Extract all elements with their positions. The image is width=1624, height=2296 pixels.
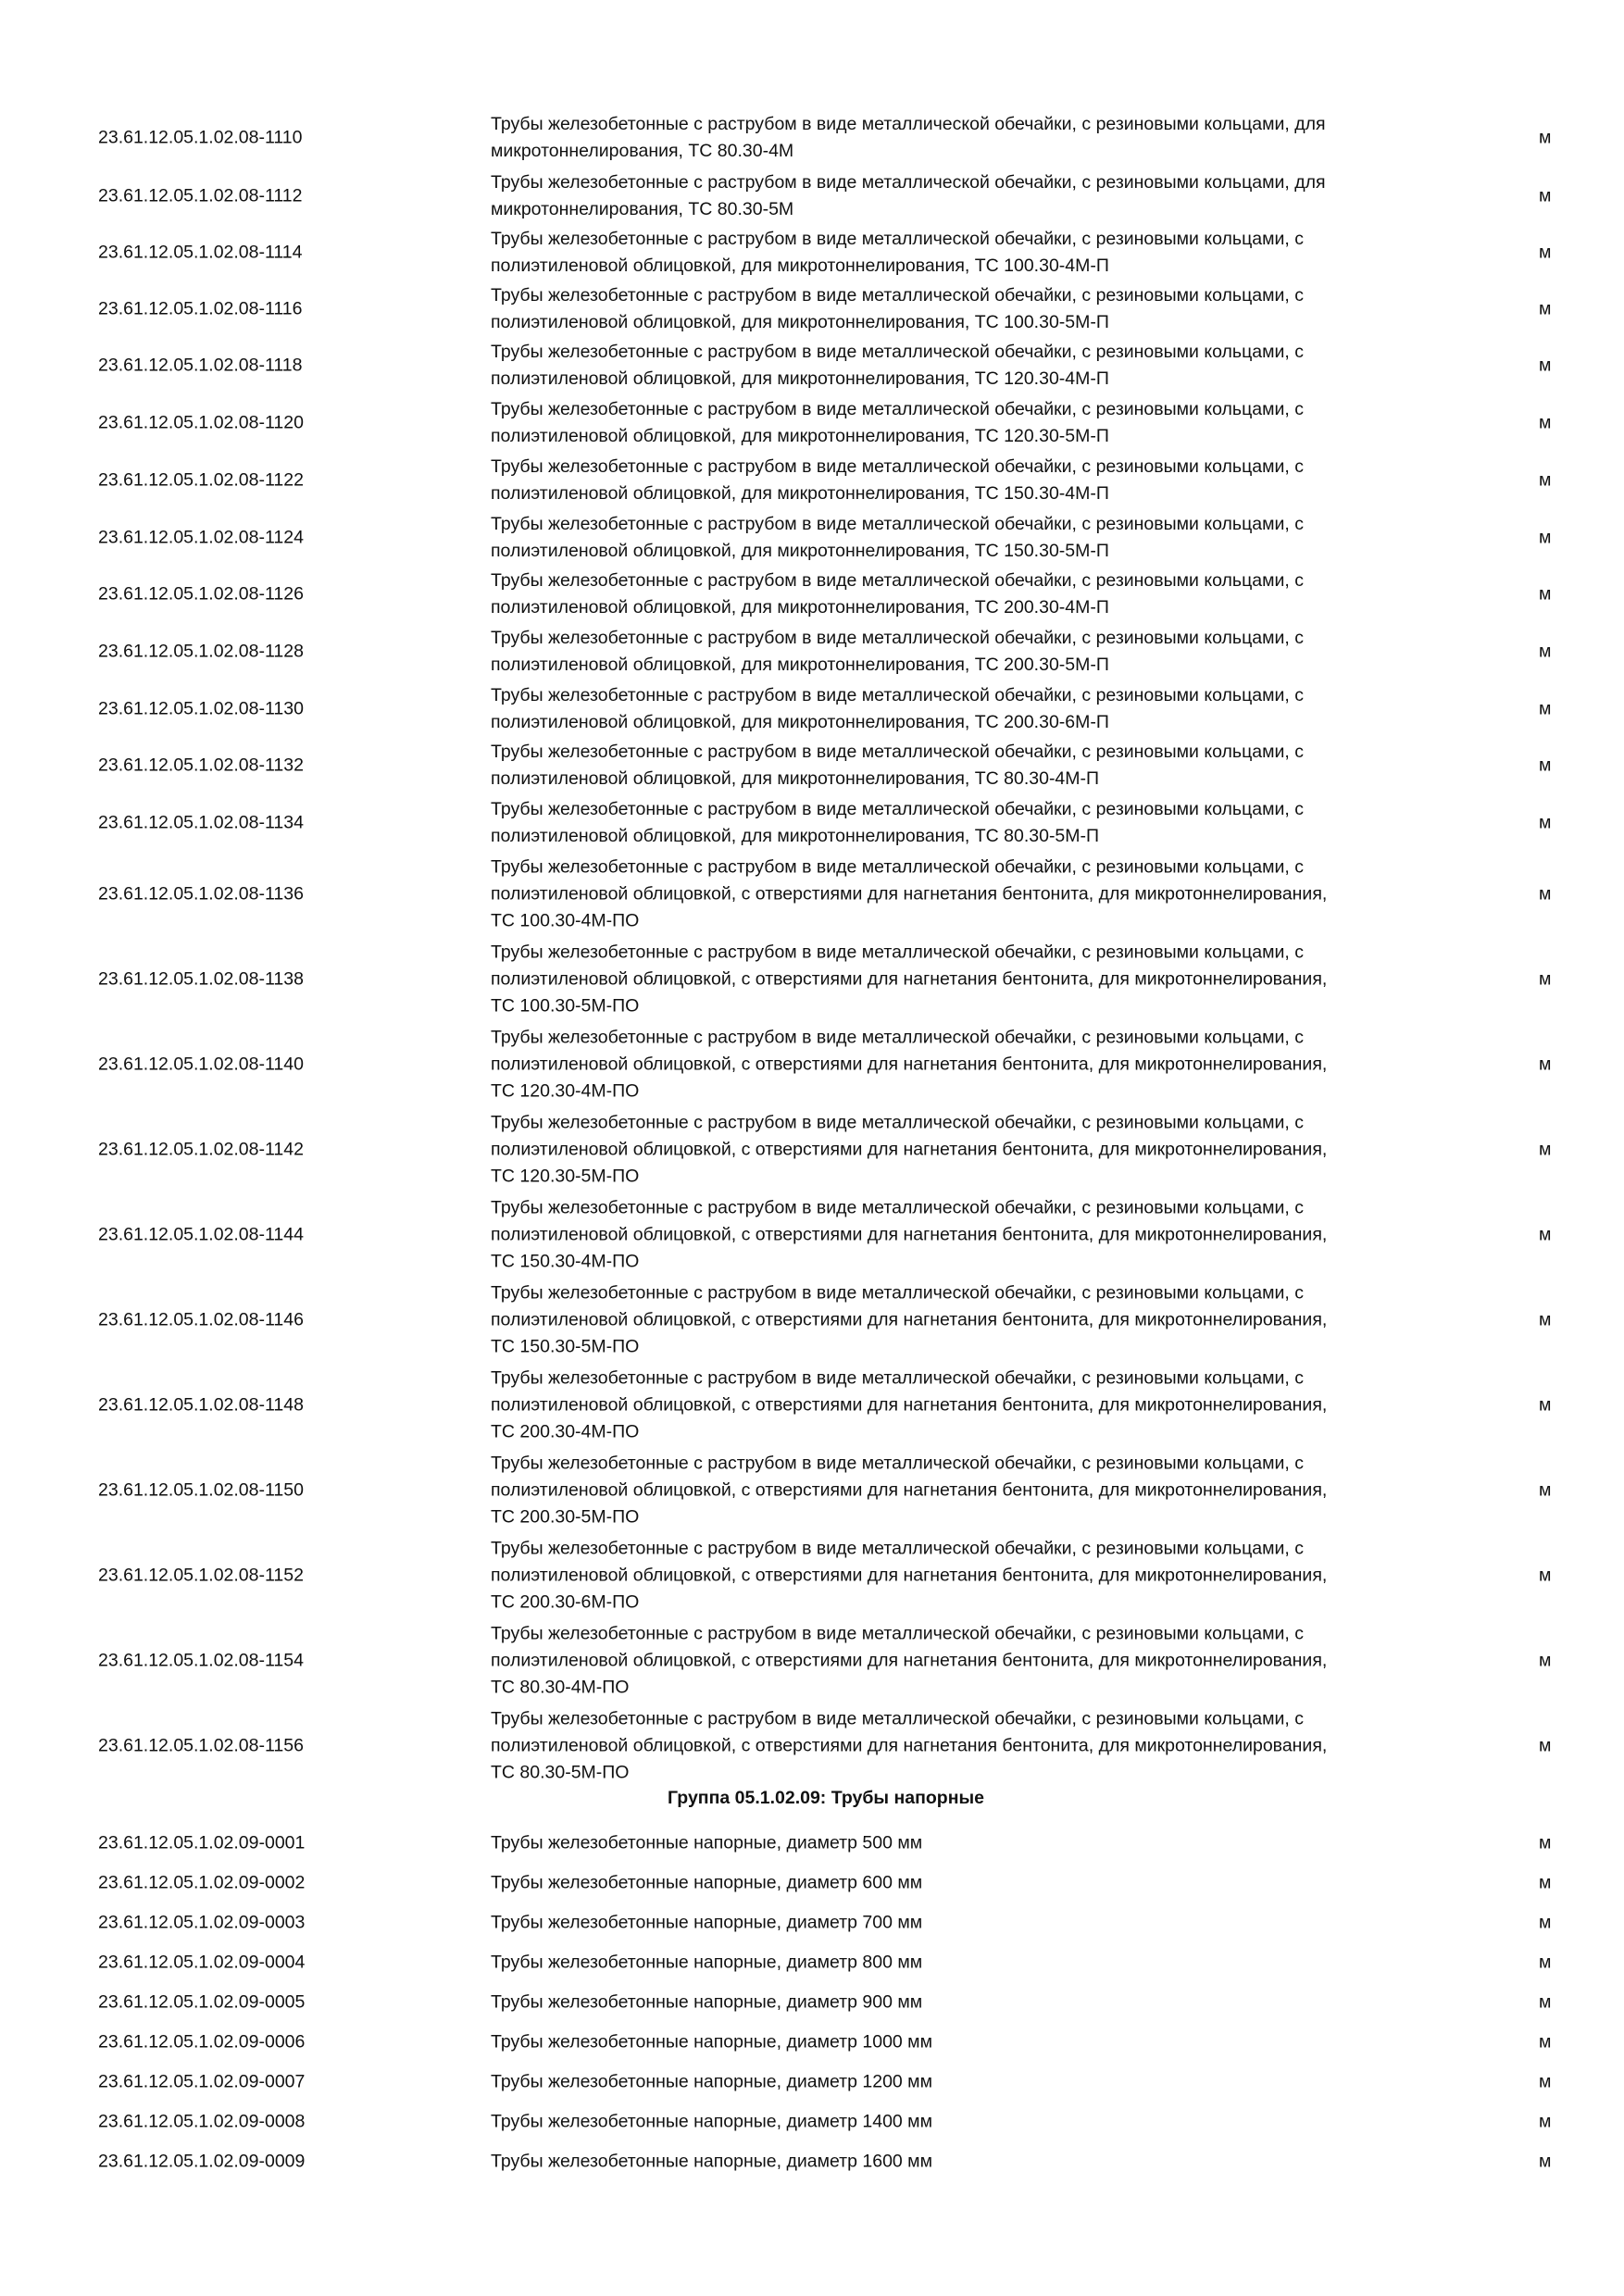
resource-code: 23.61.12.05.1.02.08-1154 (98, 1650, 304, 1671)
resource-code: 23.61.12.05.1.02.08-1130 (98, 698, 304, 719)
resource-code: 23.61.12.05.1.02.09-0005 (98, 1991, 306, 2013)
table-row (0, 1450, 1624, 1531)
resource-unit: м (1539, 1872, 1552, 1893)
resource-description: Трубы железобетонные с раструбом в виде металлической обечайки, с резиновыми кольцами, с полиэтиленовой облицовкой, с отверстиями для нагнетания бентонита, для микротоннелирования, ТС 120.30-4М-ПО (491, 1027, 1328, 1102)
table-row (0, 2103, 1624, 2140)
table-row (0, 1024, 1624, 1105)
table-row (0, 2064, 1624, 2101)
table-row (0, 796, 1624, 850)
resource-code: 23.61.12.05.1.02.08-1148 (98, 1394, 304, 1416)
table-row (0, 854, 1624, 935)
resource-code: 23.61.12.05.1.02.08-1128 (98, 641, 304, 662)
resource-description: Трубы железобетонные с раструбом в виде металлической обечайки, с резиновыми кольцами, с полиэтиленовой облицовкой, для микротоннелирования, ТС 150.30-5М-П (491, 514, 1304, 561)
resource-code: 23.61.12.05.1.02.08-1146 (98, 1309, 304, 1330)
resource-code: 23.61.12.05.1.02.09-0001 (98, 1832, 306, 1853)
resource-description: Трубы железобетонные напорные, диаметр 900 мм (491, 1991, 923, 2013)
resource-unit: м (1539, 2111, 1552, 2132)
resource-unit: м (1539, 2151, 1552, 2172)
resource-description: Трубы железобетонные с раструбом в виде металлической обечайки, с резиновыми кольцами, с полиэтиленовой облицовкой, с отверстиями для нагнетания бентонита, для микротоннелирования, ТС 200.30-6М-ПО (491, 1538, 1328, 1613)
table-row (0, 282, 1624, 336)
table-row (0, 226, 1624, 280)
resource-unit: м (1539, 412, 1552, 433)
resource-description: Трубы железобетонные с раструбом в виде металлической обечайки, с резиновыми кольцами, с полиэтиленовой облицовкой, для микротоннелирования, ТС 80.30-4М-П (491, 742, 1304, 789)
resource-code: 23.61.12.05.1.02.08-1120 (98, 412, 304, 433)
resource-description: Трубы железобетонные с раструбом в виде металлической обечайки, с резиновыми кольцами, с полиэтиленовой облицовкой, с отверстиями для нагнетания бентонита, для микротоннелирования, ТС 120.30-5М-ПО (491, 1112, 1328, 1187)
resource-unit: м (1539, 812, 1552, 833)
resource-code: 23.61.12.05.1.02.08-1134 (98, 812, 304, 833)
table-row (0, 396, 1624, 450)
resource-code: 23.61.12.05.1.02.08-1144 (98, 1224, 304, 1245)
resource-code: 23.61.12.05.1.02.08-1140 (98, 1054, 304, 1075)
table-row (0, 1194, 1624, 1276)
table-row (0, 1365, 1624, 1446)
resource-unit: м (1539, 883, 1552, 905)
table-row (0, 682, 1624, 736)
resource-code: 23.61.12.05.1.02.08-1116 (98, 298, 303, 319)
resource-code: 23.61.12.05.1.02.08-1138 (98, 968, 304, 990)
table-row (0, 339, 1624, 393)
group-header (0, 1785, 1624, 1812)
table-row (0, 1865, 1624, 1902)
resource-code: 23.61.12.05.1.02.08-1142 (98, 1139, 304, 1160)
resource-unit: м (1539, 1832, 1552, 1853)
resource-description: Трубы железобетонные с раструбом в виде металлической обечайки, с резиновыми кольцами, с полиэтиленовой облицовкой, с отверстиями для нагнетания бентонита, для микротоннелирования, ТС 200.30-5М-ПО (491, 1453, 1328, 1528)
resource-unit: м (1539, 1952, 1552, 1973)
resource-description: Трубы железобетонные с раструбом в виде металлической обечайки, с резиновыми кольцами, с полиэтиленовой облицовкой, для микротоннелирования, ТС 150.30-4М-П (491, 456, 1304, 504)
resource-code: 23.61.12.05.1.02.08-1150 (98, 1479, 304, 1501)
table-row (0, 1109, 1624, 1191)
resource-code: 23.61.12.05.1.02.08-1110 (98, 127, 303, 148)
resource-description: Трубы железобетонные с раструбом в виде металлической обечайки, с резиновыми кольцами, с полиэтиленовой облицовкой, для микротоннелирования, ТС 120.30-5М-П (491, 399, 1304, 446)
resource-description: Трубы железобетонные с раструбом в виде металлической обечайки, с резиновыми кольцами, с полиэтиленовой облицовкой, с отверстиями для нагнетания бентонита, для микротоннелирования, ТС 100.30-5М-ПО (491, 942, 1328, 1017)
table-row (0, 2143, 1624, 2180)
resource-unit: м (1539, 298, 1552, 319)
resource-code: 23.61.12.05.1.02.08-1114 (98, 242, 303, 263)
resource-description: Трубы железобетонные с раструбом в виде металлической обечайки, с резиновыми кольцами, с полиэтиленовой облицовкой, для микротоннелирования, ТС 120.30-4М-П (491, 342, 1304, 389)
table-row (0, 2024, 1624, 2061)
table-row (0, 739, 1624, 792)
resource-unit: м (1539, 1912, 1552, 1933)
table-row (0, 1279, 1624, 1361)
resource-code: 23.61.12.05.1.02.09-0003 (98, 1912, 306, 1933)
resource-unit: м (1539, 755, 1552, 776)
resource-code: 23.61.12.05.1.02.09-0008 (98, 2111, 306, 2132)
resource-unit: м (1539, 1394, 1552, 1416)
resource-unit: м (1539, 1735, 1552, 1756)
resource-code: 23.61.12.05.1.02.09-0002 (98, 1872, 306, 1893)
resource-unit: м (1539, 1139, 1552, 1160)
resource-description: Трубы железобетонные напорные, диаметр 1400 мм (491, 2111, 932, 2132)
resource-description: Трубы железобетонные с раструбом в виде металлической обечайки, с резиновыми кольцами, с полиэтиленовой облицовкой, для микротоннелирования, ТС 200.30-5М-П (491, 628, 1304, 675)
resource-description: Трубы железобетонные с раструбом в виде металлической обечайки, с резиновыми кольцами, с полиэтиленовой облицовкой, для микротоннелирования, ТС 80.30-5М-П (491, 799, 1304, 846)
resource-code: 23.61.12.05.1.02.09-0004 (98, 1952, 306, 1973)
resource-code: 23.61.12.05.1.02.08-1136 (98, 883, 304, 905)
resource-unit: м (1539, 698, 1552, 719)
resource-code: 23.61.12.05.1.02.08-1152 (98, 1565, 304, 1586)
resource-unit: м (1539, 355, 1552, 376)
resource-description: Трубы железобетонные напорные, диаметр 1600 мм (491, 2151, 932, 2172)
resource-description: Трубы железобетонные напорные, диаметр 1000 мм (491, 2031, 932, 2053)
resource-unit: м (1539, 1309, 1552, 1330)
table-row (0, 169, 1624, 223)
resource-unit: м (1539, 242, 1552, 263)
resource-description: Трубы железобетонные с раструбом в виде металлической обечайки, с резиновыми кольцами, с полиэтиленовой облицовкой, с отверстиями для нагнетания бентонита, для микротоннелирования, ТС 100.30-4М-ПО (491, 856, 1328, 931)
resource-unit: м (1539, 583, 1552, 605)
resource-unit: м (1539, 1565, 1552, 1586)
resource-unit: м (1539, 1054, 1552, 1075)
table-row (0, 454, 1624, 507)
resource-description: Трубы железобетонные с раструбом в виде металлической обечайки, с резиновыми кольцами, для микротоннелирования, ТС 80.30-4М (491, 114, 1326, 161)
resource-unit: м (1539, 1479, 1552, 1501)
resource-description: Трубы железобетонные с раструбом в виде металлической обечайки, с резиновыми кольцами, с полиэтиленовой облицовкой, с отверстиями для нагнетания бентонита, для микротоннелирования, ТС 200.30-4М-ПО (491, 1367, 1328, 1442)
resource-description: Трубы железобетонные с раструбом в виде металлической обечайки, с резиновыми кольцами, с полиэтиленовой облицовкой, для микротоннелирования, ТС 100.30-4М-П (491, 229, 1304, 276)
table-row (0, 1705, 1624, 1787)
resource-description: Трубы железобетонные напорные, диаметр 700 мм (491, 1912, 923, 1933)
table-row (0, 1535, 1624, 1616)
resource-description: Трубы железобетонные с раструбом в виде металлической обечайки, с резиновыми кольцами, с полиэтиленовой облицовкой, с отверстиями для нагнетания бентонита, для микротоннелирования, ТС 80.30-4М-ПО (491, 1623, 1328, 1698)
resource-unit: м (1539, 1991, 1552, 2013)
table-row (0, 1984, 1624, 2021)
resource-code: 23.61.12.05.1.02.08-1126 (98, 583, 304, 605)
table-row (0, 1944, 1624, 1981)
resource-description: Трубы железобетонные с раструбом в виде металлической обечайки, с резиновыми кольцами, с полиэтиленовой облицовкой, с отверстиями для нагнетания бентонита, для микротоннелирования, ТС 150.30-4М-ПО (491, 1197, 1328, 1272)
resource-code: 23.61.12.05.1.02.08-1124 (98, 527, 304, 548)
resource-unit: м (1539, 2071, 1552, 2092)
table-row (0, 939, 1624, 1020)
table-row (0, 568, 1624, 621)
resource-description: Трубы железобетонные с раструбом в виде металлической обечайки, с резиновыми кольцами, с полиэтиленовой облицовкой, для микротоннелирования, ТС 200.30-6М-П (491, 685, 1304, 732)
resource-code: 23.61.12.05.1.02.08-1122 (98, 469, 304, 491)
resource-unit: м (1539, 469, 1552, 491)
resource-unit: м (1539, 527, 1552, 548)
resource-code: 23.61.12.05.1.02.09-0007 (98, 2071, 306, 2092)
resource-code: 23.61.12.05.1.02.09-0006 (98, 2031, 306, 2053)
resource-unit: м (1539, 968, 1552, 990)
resource-description: Трубы железобетонные с раструбом в виде металлической обечайки, с резиновыми кольцами, для микротоннелирования, ТС 80.30-5М (491, 172, 1326, 219)
resource-code: 23.61.12.05.1.02.08-1132 (98, 755, 304, 776)
resource-description: Трубы железобетонные напорные, диаметр 500 мм (491, 1832, 923, 1853)
resource-description: Трубы железобетонные с раструбом в виде металлической обечайки, с резиновыми кольцами, с полиэтиленовой облицовкой, с отверстиями для нагнетания бентонита, для микротоннелирования, ТС 80.30-5М-ПО (491, 1708, 1328, 1783)
resource-code: 23.61.12.05.1.02.08-1112 (98, 185, 303, 206)
resource-description: Трубы железобетонные напорные, диаметр 800 мм (491, 1952, 923, 1973)
resource-description: Трубы железобетонные напорные, диаметр 600 мм (491, 1872, 923, 1893)
resource-description: Трубы железобетонные с раструбом в виде металлической обечайки, с резиновыми кольцами, с полиэтиленовой облицовкой, для микротоннелирования, ТС 200.30-4М-П (491, 570, 1304, 618)
resource-description: Трубы железобетонные напорные, диаметр 1200 мм (491, 2071, 932, 2092)
resource-unit: м (1539, 127, 1552, 148)
table-row (0, 1904, 1624, 1941)
table-row (0, 625, 1624, 679)
table-row (0, 1620, 1624, 1702)
resource-unit: м (1539, 1224, 1552, 1245)
resource-description: Трубы железобетонные с раструбом в виде металлической обечайки, с резиновыми кольцами, с полиэтиленовой облицовкой, с отверстиями для нагнетания бентонита, для микротоннелирования, ТС 150.30-5М-ПО (491, 1282, 1328, 1357)
resource-code: 23.61.12.05.1.02.08-1118 (98, 355, 303, 376)
resource-unit: м (1539, 641, 1552, 662)
resource-unit: м (1539, 1650, 1552, 1671)
resource-description: Трубы железобетонные с раструбом в виде металлической обечайки, с резиновыми кольцами, с полиэтиленовой облицовкой, для микротоннелирования, ТС 100.30-5М-П (491, 285, 1304, 332)
resource-unit: м (1539, 2031, 1552, 2053)
table-row (0, 111, 1624, 165)
resource-unit: м (1539, 185, 1552, 206)
resource-code: 23.61.12.05.1.02.08-1156 (98, 1735, 304, 1756)
group-header-title: Группа 05.1.02.09: Трубы напорные (668, 1788, 984, 1808)
resource-code: 23.61.12.05.1.02.09-0009 (98, 2151, 306, 2172)
table-row (0, 511, 1624, 565)
table-row (0, 1825, 1624, 1862)
